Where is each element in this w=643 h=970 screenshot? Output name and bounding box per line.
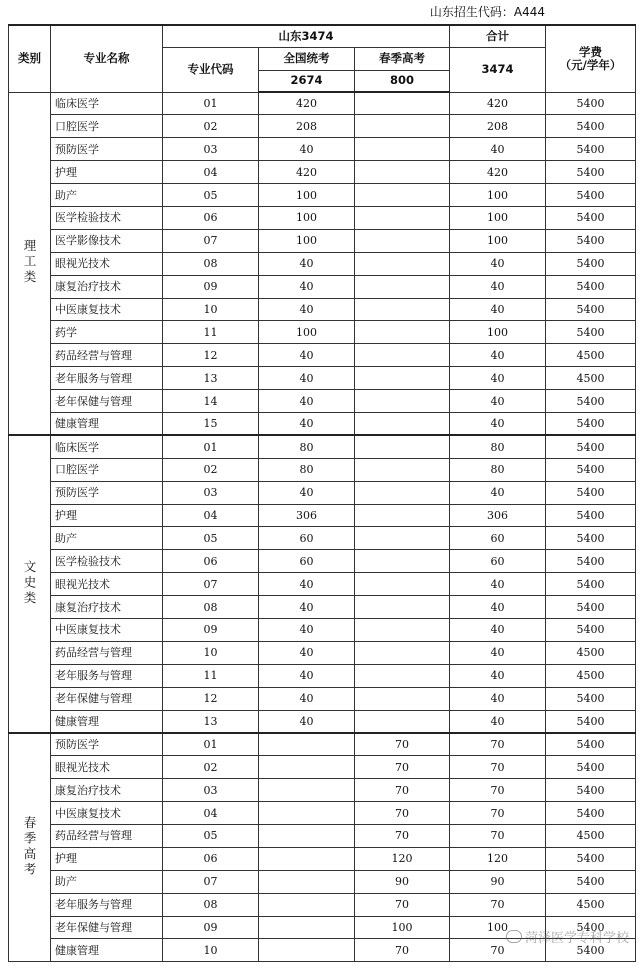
major-name-cell: 医学影像技术 (51, 229, 163, 252)
total-cell: 70 (450, 802, 546, 825)
table-row (9, 870, 636, 893)
total-cell: 208 (450, 115, 546, 138)
major-name-cell: 老年保健与管理 (51, 390, 163, 413)
major-name-cell: 预防医学 (51, 733, 163, 756)
spring-exam-cell (355, 412, 450, 435)
table-row (9, 367, 636, 390)
spring-exam-cell (355, 458, 450, 481)
major-code-cell: 08 (163, 596, 259, 619)
major-code-cell: 06 (163, 206, 259, 229)
spring-exam-cell: 90 (355, 870, 450, 893)
major-name-cell: 口腔医学 (51, 458, 163, 481)
enrollment-code-label: 山东招生代码：A444 (429, 5, 545, 19)
tuition-cell: 5400 (546, 161, 636, 184)
tuition-cell: 5400 (546, 733, 636, 756)
table-body (9, 92, 636, 962)
tuition-cell: 5400 (546, 184, 636, 207)
spring-exam-cell (355, 115, 450, 138)
major-name-cell: 药品经营与管理 (51, 344, 163, 367)
major-name-cell: 助产 (51, 870, 163, 893)
table-row (9, 298, 636, 321)
total-cell: 60 (450, 527, 546, 550)
tuition-cell: 4500 (546, 664, 636, 687)
table-row (9, 527, 636, 550)
tuition-cell: 5400 (546, 321, 636, 344)
enrollment-plan-table (8, 24, 636, 962)
national-exam-cell: 40 (259, 641, 355, 664)
spring-exam-cell: 70 (355, 893, 450, 916)
total-cell: 70 (450, 733, 546, 756)
spring-exam-cell (355, 481, 450, 504)
total-cell: 80 (450, 435, 546, 458)
category-cell (9, 92, 51, 435)
national-exam-cell: 208 (259, 115, 355, 138)
major-name-cell: 医学检验技术 (51, 206, 163, 229)
major-code-cell: 04 (163, 504, 259, 527)
tuition-cell: 4500 (546, 825, 636, 848)
national-exam-cell: 100 (259, 321, 355, 344)
national-exam-cell: 40 (259, 252, 355, 275)
spring-exam-cell (355, 435, 450, 458)
spring-exam-cell (355, 184, 450, 207)
major-code-cell: 04 (163, 802, 259, 825)
total-cell: 40 (450, 344, 546, 367)
table-row (9, 802, 636, 825)
table-row (9, 550, 636, 573)
header-spring-exam: 春季高考 (355, 47, 450, 70)
major-name-cell: 临床医学 (51, 92, 163, 115)
spring-exam-cell (355, 641, 450, 664)
national-exam-cell (259, 733, 355, 756)
national-exam-cell: 40 (259, 596, 355, 619)
major-code-cell: 03 (163, 779, 259, 802)
category-label: 文史类 (22, 559, 37, 607)
major-name-cell: 老年服务与管理 (51, 664, 163, 687)
table-row (9, 618, 636, 641)
total-cell: 40 (450, 596, 546, 619)
total-cell: 40 (450, 710, 546, 733)
major-name-cell: 护理 (51, 847, 163, 870)
tuition-cell: 4500 (546, 641, 636, 664)
total-cell: 100 (450, 184, 546, 207)
total-cell: 70 (450, 756, 546, 779)
spring-exam-cell: 70 (355, 825, 450, 848)
table-row (9, 321, 636, 344)
total-cell: 420 (450, 92, 546, 115)
spring-exam-cell (355, 687, 450, 710)
major-name-cell: 护理 (51, 161, 163, 184)
major-name-cell: 助产 (51, 184, 163, 207)
spring-exam-cell (355, 367, 450, 390)
table-row (9, 344, 636, 367)
major-name-cell: 临床医学 (51, 435, 163, 458)
major-name-cell: 预防医学 (51, 138, 163, 161)
total-cell: 120 (450, 847, 546, 870)
major-code-cell: 10 (163, 298, 259, 321)
major-name-cell: 中医康复技术 (51, 802, 163, 825)
major-code-cell: 09 (163, 916, 259, 939)
total-cell: 40 (450, 138, 546, 161)
spring-exam-cell: 100 (355, 916, 450, 939)
tuition-cell: 5400 (546, 550, 636, 573)
tuition-cell: 5400 (546, 412, 636, 435)
tuition-cell: 5400 (546, 298, 636, 321)
header-tuition-label: 学费 (579, 44, 602, 59)
major-name-cell: 老年服务与管理 (51, 367, 163, 390)
tuition-cell: 5400 (546, 435, 636, 458)
major-code-cell: 13 (163, 367, 259, 390)
national-exam-cell: 40 (259, 275, 355, 298)
major-code-cell: 01 (163, 92, 259, 115)
major-code-cell: 06 (163, 550, 259, 573)
tuition-cell: 5400 (546, 390, 636, 413)
header-national-exam-total: 2674 (259, 70, 355, 92)
major-code-cell: 06 (163, 847, 259, 870)
table-row (9, 573, 636, 596)
total-cell: 40 (450, 481, 546, 504)
table-row (9, 664, 636, 687)
spring-exam-cell (355, 390, 450, 413)
tuition-cell: 5400 (546, 710, 636, 733)
major-code-cell: 11 (163, 664, 259, 687)
total-cell: 100 (450, 321, 546, 344)
tuition-cell: 5400 (546, 458, 636, 481)
major-code-cell: 04 (163, 161, 259, 184)
major-code-cell: 12 (163, 344, 259, 367)
total-cell: 40 (450, 298, 546, 321)
major-name-cell: 健康管理 (51, 939, 163, 962)
tuition-cell: 4500 (546, 893, 636, 916)
major-code-cell: 08 (163, 893, 259, 916)
national-exam-cell: 40 (259, 390, 355, 413)
table-row (9, 481, 636, 504)
header-tuition (546, 25, 636, 92)
national-exam-cell (259, 893, 355, 916)
major-code-cell: 03 (163, 481, 259, 504)
spring-exam-cell (355, 550, 450, 573)
national-exam-cell: 40 (259, 412, 355, 435)
total-cell: 100 (450, 229, 546, 252)
spring-exam-cell (355, 275, 450, 298)
major-code-cell: 02 (163, 458, 259, 481)
wechat-icon (506, 930, 522, 943)
major-name-cell: 老年保健与管理 (51, 916, 163, 939)
tuition-cell: 5400 (546, 229, 636, 252)
tuition-cell: 5400 (546, 504, 636, 527)
national-exam-cell (259, 870, 355, 893)
major-name-cell: 口腔医学 (51, 115, 163, 138)
national-exam-cell: 40 (259, 481, 355, 504)
major-name-cell: 中医康复技术 (51, 298, 163, 321)
total-cell: 100 (450, 206, 546, 229)
national-exam-cell: 40 (259, 298, 355, 321)
header-tuition-unit: （元/学年） (559, 57, 622, 72)
watermark (506, 927, 629, 946)
spring-exam-cell (355, 664, 450, 687)
national-exam-cell (259, 847, 355, 870)
tuition-cell: 5400 (546, 596, 636, 619)
major-code-cell: 14 (163, 390, 259, 413)
tuition-cell: 5400 (546, 573, 636, 596)
national-exam-cell: 80 (259, 458, 355, 481)
tuition-cell: 4500 (546, 367, 636, 390)
total-cell: 40 (450, 367, 546, 390)
national-exam-cell (259, 825, 355, 848)
national-exam-cell: 40 (259, 344, 355, 367)
total-cell: 60 (450, 550, 546, 573)
total-cell: 80 (450, 458, 546, 481)
major-code-cell: 10 (163, 939, 259, 962)
total-cell: 40 (450, 573, 546, 596)
major-code-cell: 08 (163, 252, 259, 275)
table-row (9, 184, 636, 207)
total-cell: 70 (450, 939, 546, 962)
table-row (9, 412, 636, 435)
national-exam-cell: 100 (259, 206, 355, 229)
total-cell: 40 (450, 252, 546, 275)
table-row (9, 458, 636, 481)
major-code-cell: 01 (163, 435, 259, 458)
total-cell: 70 (450, 779, 546, 802)
major-name-cell: 药品经营与管理 (51, 825, 163, 848)
total-cell: 40 (450, 412, 546, 435)
major-code-cell: 09 (163, 618, 259, 641)
major-name-cell: 老年保健与管理 (51, 687, 163, 710)
spring-exam-cell (355, 344, 450, 367)
major-name-cell: 眼视光技术 (51, 252, 163, 275)
table-row (9, 733, 636, 756)
spring-exam-cell (355, 618, 450, 641)
spring-exam-cell (355, 206, 450, 229)
major-code-cell: 01 (163, 733, 259, 756)
major-code-cell: 05 (163, 184, 259, 207)
national-exam-cell: 420 (259, 92, 355, 115)
total-cell: 90 (450, 870, 546, 893)
table-row (9, 252, 636, 275)
spring-exam-cell (355, 596, 450, 619)
national-exam-cell (259, 756, 355, 779)
tuition-cell: 5400 (546, 779, 636, 802)
major-name-cell: 护理 (51, 504, 163, 527)
major-code-cell: 02 (163, 115, 259, 138)
major-name-cell: 眼视光技术 (51, 756, 163, 779)
major-name-cell: 医学检验技术 (51, 550, 163, 573)
major-code-cell: 12 (163, 687, 259, 710)
table-row (9, 275, 636, 298)
national-exam-cell: 100 (259, 229, 355, 252)
table-row (9, 893, 636, 916)
major-code-cell: 11 (163, 321, 259, 344)
total-cell: 40 (450, 275, 546, 298)
header-major-code: 专业代码 (163, 47, 259, 92)
spring-exam-cell (355, 92, 450, 115)
spring-exam-cell (355, 138, 450, 161)
watermark-text: 菏泽医学专科学校 (524, 931, 629, 946)
major-name-cell: 助产 (51, 527, 163, 550)
spring-exam-cell (355, 252, 450, 275)
major-code-cell: 10 (163, 641, 259, 664)
spring-exam-cell: 70 (355, 733, 450, 756)
spring-exam-cell: 120 (355, 847, 450, 870)
major-name-cell: 康复治疗技术 (51, 596, 163, 619)
national-exam-cell (259, 939, 355, 962)
total-cell: 306 (450, 504, 546, 527)
tuition-cell: 5400 (546, 92, 636, 115)
major-code-cell: 07 (163, 229, 259, 252)
major-name-cell: 健康管理 (51, 412, 163, 435)
table-row (9, 825, 636, 848)
spring-exam-cell (355, 710, 450, 733)
major-code-cell: 03 (163, 138, 259, 161)
major-code-cell: 05 (163, 527, 259, 550)
tuition-cell: 4500 (546, 344, 636, 367)
total-cell: 40 (450, 390, 546, 413)
national-exam-cell: 80 (259, 435, 355, 458)
spring-exam-cell: 70 (355, 779, 450, 802)
header-shandong: 山东3474 (163, 25, 450, 47)
total-cell: 40 (450, 618, 546, 641)
major-code-cell: 15 (163, 412, 259, 435)
table-row (9, 115, 636, 138)
table-row (9, 687, 636, 710)
major-code-cell: 05 (163, 825, 259, 848)
national-exam-cell: 420 (259, 161, 355, 184)
spring-exam-cell (355, 321, 450, 344)
total-cell: 70 (450, 893, 546, 916)
major-code-cell: 13 (163, 710, 259, 733)
table-row (9, 504, 636, 527)
national-exam-cell: 40 (259, 710, 355, 733)
spring-exam-cell (355, 229, 450, 252)
spring-exam-cell: 70 (355, 802, 450, 825)
national-exam-cell: 40 (259, 367, 355, 390)
tuition-cell: 5400 (546, 756, 636, 779)
total-cell: 40 (450, 687, 546, 710)
tuition-cell: 5400 (546, 252, 636, 275)
spring-exam-cell: 70 (355, 939, 450, 962)
tuition-cell: 5400 (546, 687, 636, 710)
major-name-cell: 康复治疗技术 (51, 275, 163, 298)
major-name-cell: 康复治疗技术 (51, 779, 163, 802)
header-total: 合计 (450, 25, 546, 47)
national-exam-cell (259, 802, 355, 825)
national-exam-cell: 40 (259, 573, 355, 596)
total-cell: 70 (450, 825, 546, 848)
national-exam-cell: 40 (259, 664, 355, 687)
table-row (9, 847, 636, 870)
national-exam-cell: 60 (259, 550, 355, 573)
spring-exam-cell (355, 298, 450, 321)
spring-exam-cell (355, 161, 450, 184)
category-cell (9, 733, 51, 962)
spring-exam-cell: 70 (355, 756, 450, 779)
category-cell (9, 435, 51, 733)
major-name-cell: 老年服务与管理 (51, 893, 163, 916)
tuition-cell: 5400 (546, 115, 636, 138)
national-exam-cell (259, 916, 355, 939)
table-row (9, 229, 636, 252)
total-cell: 40 (450, 664, 546, 687)
table-row (9, 596, 636, 619)
spring-exam-cell (355, 527, 450, 550)
table-row (9, 206, 636, 229)
national-exam-cell: 40 (259, 138, 355, 161)
tuition-cell: 5400 (546, 138, 636, 161)
major-name-cell: 眼视光技术 (51, 573, 163, 596)
major-code-cell: 02 (163, 756, 259, 779)
table-row (9, 710, 636, 733)
tuition-cell: 5400 (546, 527, 636, 550)
table-row (9, 435, 636, 458)
national-exam-cell: 40 (259, 687, 355, 710)
table-row (9, 779, 636, 802)
national-exam-cell: 40 (259, 618, 355, 641)
national-exam-cell: 100 (259, 184, 355, 207)
tuition-cell: 5400 (546, 481, 636, 504)
major-name-cell: 预防医学 (51, 481, 163, 504)
header-category: 类别 (9, 25, 51, 92)
total-cell: 420 (450, 161, 546, 184)
major-name-cell: 药学 (51, 321, 163, 344)
tuition-cell: 5400 (546, 275, 636, 298)
national-exam-cell: 60 (259, 527, 355, 550)
tuition-cell: 5400 (546, 206, 636, 229)
tuition-cell: 5400 (546, 847, 636, 870)
category-label: 理工类 (22, 239, 37, 286)
total-cell: 40 (450, 641, 546, 664)
table-row (9, 756, 636, 779)
major-name-cell: 中医康复技术 (51, 618, 163, 641)
table-row (9, 161, 636, 184)
tuition-cell: 5400 (546, 939, 636, 962)
table-row (9, 641, 636, 664)
header-major-name: 专业名称 (51, 25, 163, 92)
tuition-cell: 5400 (546, 802, 636, 825)
table-row (9, 390, 636, 413)
major-name-cell: 健康管理 (51, 710, 163, 733)
major-code-cell: 07 (163, 870, 259, 893)
major-code-cell: 07 (163, 573, 259, 596)
national-exam-cell (259, 779, 355, 802)
header-spring-exam-total: 800 (355, 70, 450, 92)
category-label: 春季高考 (22, 815, 37, 878)
spring-exam-cell (355, 573, 450, 596)
header-total-value: 3474 (450, 47, 546, 92)
tuition-cell: 5400 (546, 618, 636, 641)
total-cell: 100 (450, 916, 546, 939)
spring-exam-cell (355, 504, 450, 527)
national-exam-cell: 306 (259, 504, 355, 527)
table-row (9, 138, 636, 161)
table-row (9, 92, 636, 115)
tuition-cell: 5400 (546, 916, 636, 939)
major-name-cell: 药品经营与管理 (51, 641, 163, 664)
tuition-cell: 5400 (546, 870, 636, 893)
major-code-cell: 09 (163, 275, 259, 298)
header-national-exam: 全国统考 (259, 47, 355, 70)
